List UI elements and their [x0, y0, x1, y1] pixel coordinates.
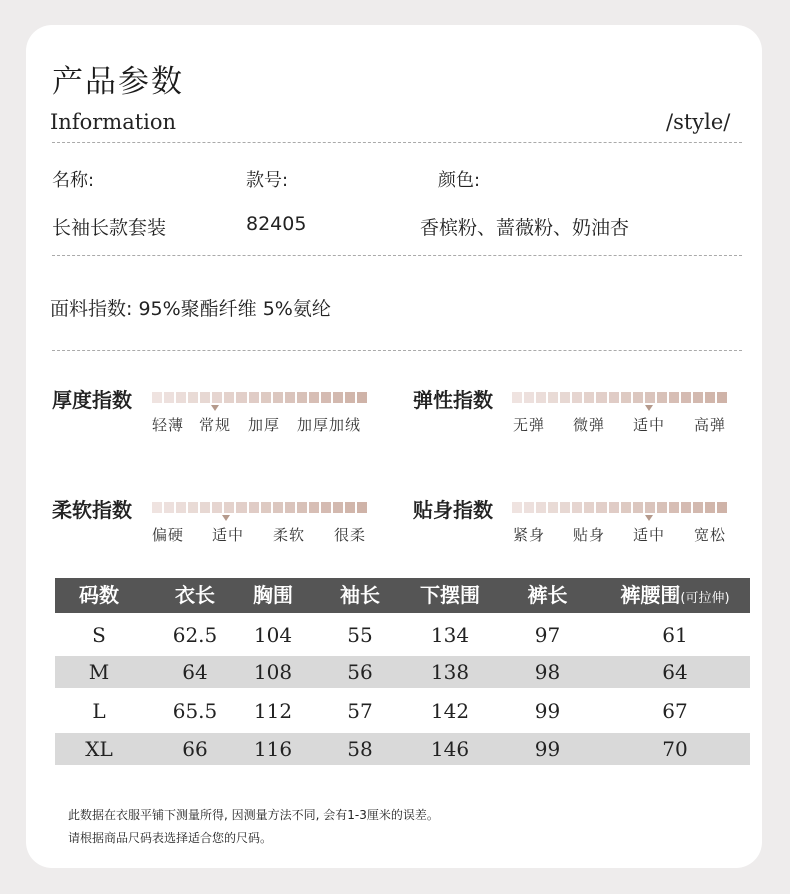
thickness-option: 轻薄: [152, 416, 185, 434]
code-value: 82405: [246, 213, 307, 235]
header-waist: [600, 578, 750, 613]
scale-segment: [548, 502, 558, 513]
scale-segment: [321, 502, 331, 513]
scale-segment: [560, 502, 570, 513]
header-waist-label: 裤腰围: [620, 583, 681, 607]
cell-hem: 146: [430, 737, 470, 761]
scale-segment: [633, 392, 643, 403]
scale-segment: [633, 502, 643, 513]
scale-segment: [536, 392, 546, 403]
thickness-index-label: 厚度指数: [52, 388, 132, 412]
scale-segment: [705, 392, 715, 403]
scale-segment: [188, 502, 198, 513]
scale-segment: [669, 392, 679, 403]
cell-chest: 108: [253, 660, 293, 684]
cell-hem: 142: [430, 699, 470, 723]
softness-scale: [152, 502, 367, 513]
scale-segment: [548, 392, 558, 403]
thickness-option: 加厚: [248, 416, 281, 434]
fit-index-label: 贴身指数: [413, 498, 493, 522]
fabric-text: 面料指数: 95%聚酯纤维 5%氨纶: [50, 298, 331, 320]
scale-segment: [152, 392, 162, 403]
scale-segment: [572, 502, 582, 513]
cell-sleeve: 56: [347, 660, 373, 684]
color-label: 颜色:: [438, 170, 481, 191]
cell-hem: 134: [430, 623, 470, 647]
cell-waist: 70: [662, 737, 688, 761]
scale-segment: [273, 502, 283, 513]
scale-segment: [321, 392, 331, 403]
cell-waist: 61: [662, 623, 688, 647]
scale-segment: [176, 392, 186, 403]
divider: [52, 255, 742, 256]
scale-segment: [212, 502, 222, 513]
cell-pants-length: 98: [534, 660, 561, 684]
measurement-note: 此数据在衣服平铺下测量所得, 因测量方法不同, 会有1-3厘米的误差。: [68, 808, 439, 822]
header-waist-note: (可拉伸): [680, 591, 730, 606]
thickness-option: 加厚加绒: [297, 416, 362, 434]
scale-segment: [512, 392, 522, 403]
scale-segment: [164, 502, 174, 513]
subtitle-style: /style/: [666, 110, 731, 134]
scale-segment: [609, 502, 619, 513]
softness-option: 很柔: [334, 526, 367, 544]
scale-segment: [261, 392, 271, 403]
scale-segment: [681, 392, 691, 403]
scale-segment: [309, 392, 319, 403]
scale-segment: [273, 392, 283, 403]
elasticity-index-label: 弹性指数: [413, 388, 493, 412]
cell-chest: 104: [253, 623, 293, 647]
elasticity-marker-icon: [645, 405, 653, 411]
cell-length: 64: [182, 660, 208, 684]
softness-option: 偏硬: [152, 526, 185, 544]
divider: [52, 142, 742, 143]
scale-segment: [236, 392, 246, 403]
scale-segment: [297, 502, 307, 513]
cell-length: 66: [182, 737, 208, 761]
elasticity-option: 无弹: [513, 416, 546, 434]
softness-option: 柔软: [273, 526, 306, 544]
scale-segment: [717, 502, 727, 513]
scale-segment: [536, 502, 546, 513]
scale-segment: [645, 392, 655, 403]
cell-pants-length: 99: [534, 737, 561, 761]
scale-segment: [249, 392, 259, 403]
scale-segment: [645, 502, 655, 513]
scale-segment: [297, 392, 307, 403]
scale-segment: [717, 392, 727, 403]
name-value: 长袖长款套装: [52, 217, 167, 239]
cell-hem: 138: [430, 660, 470, 684]
cell-waist: 67: [662, 699, 688, 723]
elasticity-option: 适中: [633, 416, 666, 434]
scale-segment: [345, 392, 355, 403]
scale-segment: [236, 502, 246, 513]
subtitle-information: Information: [50, 110, 177, 134]
table-row: [55, 619, 750, 651]
scale-segment: [357, 392, 367, 403]
elasticity-option: 高弹: [694, 416, 727, 434]
scale-segment: [152, 502, 162, 513]
scale-segment: [572, 392, 582, 403]
cell-length: 65.5: [172, 699, 218, 723]
scale-segment: [657, 502, 667, 513]
scale-segment: [669, 502, 679, 513]
table-row: [55, 733, 750, 765]
scale-segment: [188, 392, 198, 403]
scale-segment: [681, 502, 691, 513]
scale-segment: [357, 502, 367, 513]
fit-option: 紧身: [513, 526, 546, 544]
softness-index-label: 柔软指数: [52, 498, 132, 522]
cell-pants-length: 97: [534, 623, 561, 647]
scale-segment: [621, 392, 631, 403]
fit-option: 适中: [633, 526, 666, 544]
cell-chest: 116: [253, 737, 293, 761]
page-title: 产品参数: [52, 64, 184, 100]
header-hem: 下摆围: [420, 583, 480, 607]
table-row: [55, 656, 750, 688]
scale-segment: [176, 502, 186, 513]
fit-scale: [512, 502, 727, 513]
scale-segment: [621, 502, 631, 513]
softness-marker-icon: [222, 515, 230, 521]
cell-sleeve: 57: [347, 699, 373, 723]
scale-segment: [164, 392, 174, 403]
header-pants-length: 裤长: [527, 583, 568, 607]
cell-sleeve: 55: [347, 623, 373, 647]
name-label: 名称:: [52, 170, 95, 191]
scale-segment: [512, 502, 522, 513]
scale-segment: [524, 392, 534, 403]
elasticity-option: 微弹: [573, 416, 606, 434]
scale-segment: [596, 502, 606, 513]
thickness-scale: [152, 392, 367, 403]
cell-waist: 64: [662, 660, 688, 684]
cell-size: S: [92, 623, 106, 647]
cell-size: M: [88, 660, 110, 684]
header-sleeve: 袖长: [340, 583, 380, 607]
size-table-header: [55, 578, 750, 613]
scale-segment: [285, 502, 295, 513]
scale-segment: [560, 392, 570, 403]
fit-marker-icon: [645, 515, 653, 521]
scale-segment: [224, 502, 234, 513]
table-row: [55, 695, 750, 727]
scale-segment: [693, 392, 703, 403]
cell-length: 62.5: [172, 623, 218, 647]
scale-segment: [249, 502, 259, 513]
scale-segment: [584, 392, 594, 403]
cell-chest: 112: [253, 699, 293, 723]
header-size: 码数: [79, 583, 119, 607]
thickness-option: 常规: [199, 416, 232, 434]
fit-option: 贴身: [573, 526, 606, 544]
scale-segment: [609, 392, 619, 403]
cell-size: XL: [85, 737, 113, 761]
scale-segment: [261, 502, 271, 513]
cell-pants-length: 99: [534, 699, 561, 723]
header-length: 衣长: [175, 583, 215, 607]
scale-segment: [596, 392, 606, 403]
color-value: 香槟粉、蔷薇粉、奶油杏: [420, 217, 630, 239]
scale-segment: [524, 502, 534, 513]
scale-segment: [693, 502, 703, 513]
divider: [52, 350, 742, 351]
scale-segment: [333, 392, 343, 403]
scale-segment: [705, 502, 715, 513]
softness-option: 适中: [212, 526, 245, 544]
scale-segment: [584, 502, 594, 513]
size-advice-note: 请根据商品尺码表选择适合您的尺码。: [68, 831, 273, 845]
scale-segment: [200, 392, 210, 403]
scale-segment: [200, 502, 210, 513]
scale-segment: [224, 392, 234, 403]
header-chest: 胸围: [253, 583, 293, 607]
scale-segment: [285, 392, 295, 403]
scale-segment: [345, 502, 355, 513]
scale-segment: [212, 392, 222, 403]
scale-segment: [657, 392, 667, 403]
fit-option: 宽松: [694, 526, 727, 544]
cell-size: L: [92, 699, 106, 723]
code-label: 款号:: [246, 170, 289, 191]
elasticity-scale: [512, 392, 727, 403]
scale-segment: [309, 502, 319, 513]
scale-segment: [333, 502, 343, 513]
thickness-marker-icon: [211, 405, 219, 411]
cell-sleeve: 58: [347, 737, 373, 761]
